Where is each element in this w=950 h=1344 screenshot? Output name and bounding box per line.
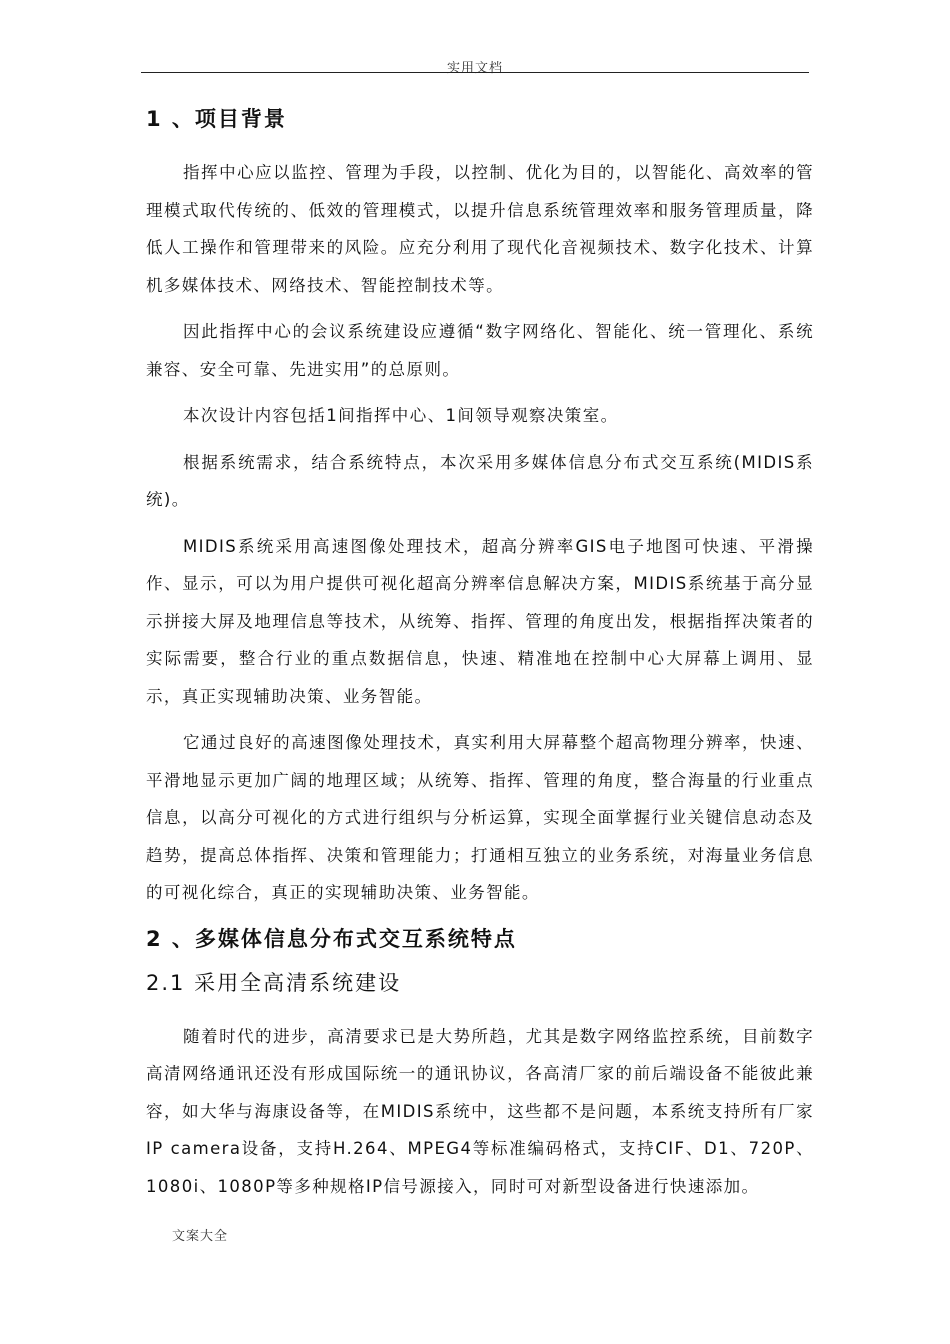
page-footer-text: 文案大全 (172, 1229, 229, 1244)
section-1-paragraph: 因此指挥中心的会议系统建设应遵循“数字网络化、智能化、统一管理化、系统兼容、安全可靠、先进实用”的总原则。 (146, 322, 814, 379)
section-1-paragraph: 它通过良好的高速图像处理技术，真实利用大屏幕整个超高物理分辨率，快速、平滑地显示更加广阔的地理区域；从统筹、指挥、管理的角度，整合海量的行业重点信息，以高分可视化的方式进行组织与分析运算，实现全面掌握行业关键信息动态及趋势，提高总体指挥、决策和管理能力；打通相互独立的业务系统，对海量业务信息的可视化综合，真正的实现辅助决策、业务智能。 (146, 733, 814, 902)
subsection-2-1-paragraph: 随着时代的进步，高清要求已是大势所趋，尤其是数字网络监控系统，目前数字高清网络通讯还没有形成国际统一的通讯协议，各高清厂家的前后端设备不能彼此兼容，如大华与海康设备等，在MIDIS系统中，这些都不是问题，本系统支持所有厂家IP camera设备，支持H.264、MPEG4等标准编码格式，支持CIF、D1、720P、1080i、1080P等多种规格IP信号源接入，同时可对新型设备进行快速添加。 (146, 1026, 814, 1196)
page-header-title: 实用文档 (446, 61, 503, 76)
subsection-2-1-heading: 2.1 采用全高清系统建设 (146, 970, 402, 995)
section-1-paragraph: 指挥中心应以监控、管理为手段，以控制、优化为目的，以智能化、高效率的管理模式取代传统的、低效的管理模式，以提升信息系统管理效率和服务管理质量，降低人工操作和管理带来的风险。应充分利用了现代化音视频技术、数字化技术、计算机多媒体技术、网络技术、智能控制技术等。 (146, 163, 814, 295)
section-1-paragraph: 本次设计内容包括1间指挥中心、1间领导观察决策室。 (183, 406, 619, 425)
section-1-paragraph: 根据系统需求，结合系统特点，本次采用多媒体信息分布式交互系统(MIDIS系统)。 (146, 452, 814, 509)
section-1-heading: 1 、项目背景 (146, 107, 287, 131)
header-divider (141, 72, 809, 73)
section-1-paragraph: MIDIS系统采用高速图像处理技术，超高分辨率GIS电子地图可快速、平滑操作、显示，可以为用户提供可视化超高分辨率信息解决方案，MIDIS系统基于高分显示拼接大屏及地理信息等技术，从统筹、指挥、管理的角度出发，根据指挥决策者的实际需要，整合行业的重点数据信息，快速、精准地在控制中心大屏幕上调用、显示，真正实现辅助决策、业务智能。 (146, 536, 814, 706)
section-2-heading: 2 、多媒体信息分布式交互系统特点 (146, 926, 517, 951)
document-body (146, 100, 814, 1214)
